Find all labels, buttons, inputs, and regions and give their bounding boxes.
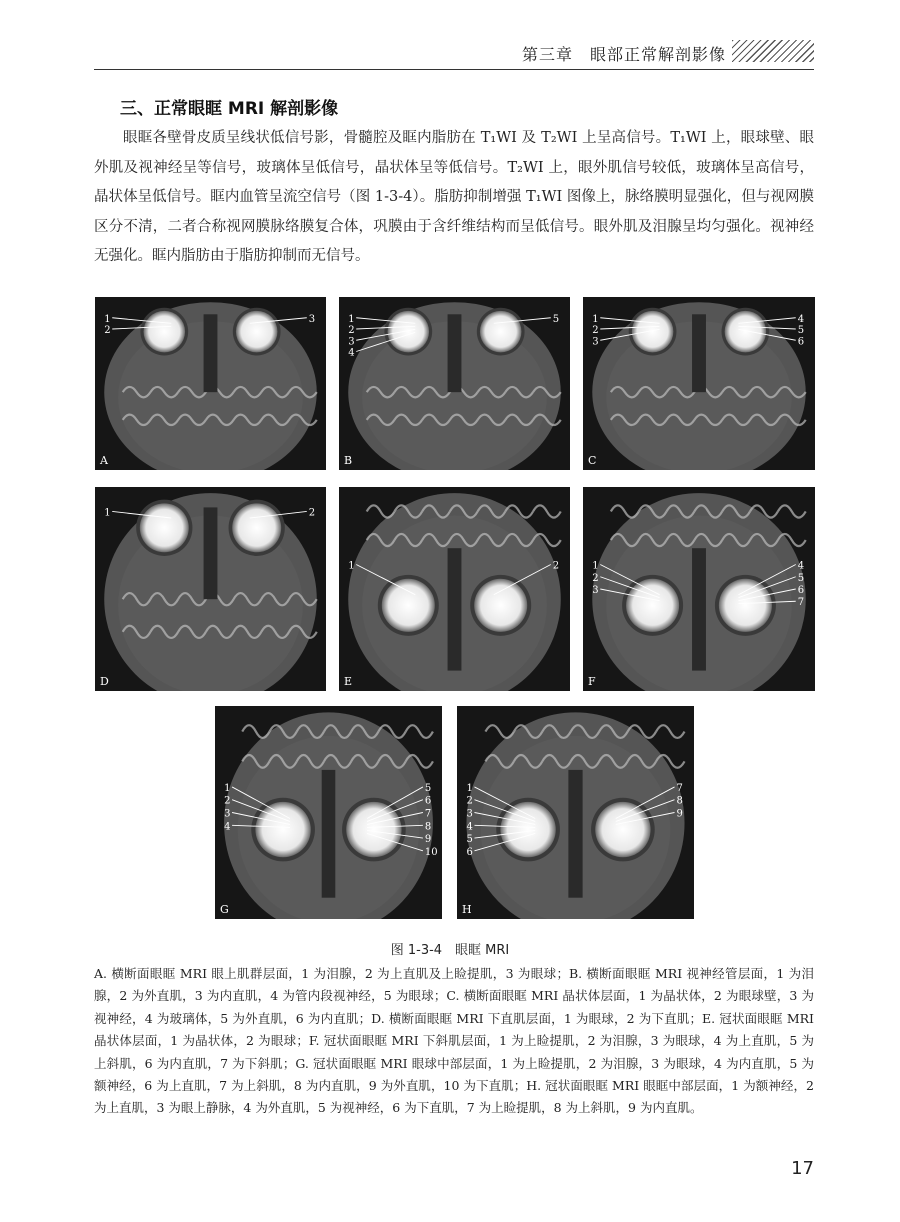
label-number: 9 xyxy=(424,834,432,846)
label-number: 3 xyxy=(348,336,355,348)
label-number: 2 xyxy=(592,572,599,584)
section-heading: 三、正常眼眶 MRI 解剖影像 xyxy=(120,99,339,119)
label-number: 2 xyxy=(552,560,560,572)
mri-image xyxy=(95,297,326,470)
label-number: 5 xyxy=(797,325,805,337)
label-number: 5 xyxy=(466,834,473,846)
label-number: 2 xyxy=(104,325,111,337)
label-number: 4 xyxy=(797,560,805,572)
panel-letter: B xyxy=(344,454,353,467)
body-text xyxy=(94,124,814,272)
label-number: 5 xyxy=(424,782,432,794)
label-number: 1 xyxy=(104,507,111,519)
mri-image xyxy=(339,297,570,470)
label-number: 3 xyxy=(592,336,599,348)
label-number: 5 xyxy=(797,572,805,584)
mri-panel xyxy=(95,297,326,470)
chapter-title: 第三章 眼部正常解剖影像 xyxy=(521,45,726,64)
panel-letter: C xyxy=(588,454,597,467)
label-number: 4 xyxy=(797,313,805,325)
header-rule xyxy=(94,69,814,70)
mri-image xyxy=(339,487,570,691)
panel-letter: G xyxy=(220,903,229,916)
label-number: 2 xyxy=(466,795,473,807)
label-number: 8 xyxy=(676,795,683,807)
mri-image xyxy=(583,487,815,691)
label-number: 1 xyxy=(104,313,111,325)
mri-image xyxy=(215,706,442,919)
label-number: 1 xyxy=(348,313,355,325)
label-number: 6 xyxy=(466,846,473,858)
mri-image xyxy=(95,487,326,691)
label-number: 6 xyxy=(424,795,432,807)
figure-caption-title: 图 1-3-4 眼眶 MRI xyxy=(390,943,510,958)
header-hatch-decoration xyxy=(732,40,814,62)
label-number: 3 xyxy=(466,808,473,820)
label-number: 7 xyxy=(424,808,432,820)
mri-panel xyxy=(339,297,570,470)
label-number: 4 xyxy=(466,821,473,833)
label-number: 6 xyxy=(797,336,805,348)
label-number: 4 xyxy=(348,347,355,359)
page-number: 17 xyxy=(791,1158,814,1179)
label-number: 5 xyxy=(552,313,560,325)
mri-panel xyxy=(215,706,442,919)
panel-letter: A xyxy=(100,454,108,467)
mri-panel xyxy=(583,297,815,470)
mri-image xyxy=(583,297,815,470)
mri-panel xyxy=(339,487,570,691)
running-header xyxy=(94,36,814,70)
label-number: 9 xyxy=(676,808,683,820)
label-number: 1 xyxy=(348,560,355,572)
label-number: 10 xyxy=(424,846,438,858)
label-number: 1 xyxy=(592,560,599,572)
label-number: 3 xyxy=(224,808,231,820)
panel-letter: H xyxy=(462,903,472,916)
label-number: 1 xyxy=(592,313,599,325)
label-number: 6 xyxy=(797,585,805,596)
label-number: 3 xyxy=(308,313,316,325)
label-number: 8 xyxy=(424,821,432,833)
mri-panel xyxy=(583,487,815,691)
panel-letter: F xyxy=(588,675,596,688)
label-number: 1 xyxy=(224,782,231,794)
mri-panel xyxy=(95,487,326,691)
label-number: 2 xyxy=(308,507,316,519)
mri-panel xyxy=(457,706,694,919)
panel-letter: D xyxy=(100,675,109,688)
label-number: 2 xyxy=(348,325,355,337)
label-number: 2 xyxy=(592,325,599,337)
label-number: 7 xyxy=(797,597,805,609)
label-number: 7 xyxy=(676,782,683,794)
mri-image xyxy=(457,706,694,919)
label-number: 2 xyxy=(224,795,231,807)
panel-letter: E xyxy=(344,675,353,688)
figure-caption-text: A. 横断面眼眶 MRI 眼上肌群层面，1 为泪腺，2 为上直肌及上睑提肌，3 为眼球；B. 横断面眼眶 MRI 视神经管层面，1 为泪腺，2 为外直肌，3 为内直肌，4 为管内段视神经，5 为眼球；C. 横断面眼眶 MRI 晶状体层面，1 为晶状体，2 为眼球壁，3 为视神经，4 为玻璃体，5 为外直肌，6 为内直肌；D. 横断面眼眶 MRI 下直肌层面，1 为眼球，2 为下直肌；E. 冠状面眼眶 MRI 晶状体层面，1 为晶状体，2 为眼球；F. 冠状面眼眶 MRI 下斜肌层面，1 为上睑提肌，2 为泪腺，3 为眼球，4 为上直肌，5 为上斜肌，6 为内直肌，7 为下斜肌；G. 冠状面眼眶 MRI 眼球中部层面，1 为上睑提肌，2 为泪腺，3 为眼球，4 为内直肌，5 为额神经，6 为上直肌，7 为上斜肌，8 为内直肌，9 为外直肌，10 为下直肌；H. 冠状面眼眶 MRI 眼眶中部层面，1 为额神经，2 为上直肌，3 为眼上静脉，4 为外直肌，5 为视神经，6 为下直肌，7 为上睑提肌，8 为上斜肌，9 为内直肌。 xyxy=(94,966,814,1116)
body-paragraph: 眼眶各壁骨皮质呈线状低信号影，骨髓腔及眶内脂肪在 T₁WI 及 T₂WI 上呈高信号。T₁WI 上，眼球壁、眼外肌及视神经呈等信号，玻璃体呈低信号，晶状体呈等低信号。T₂WI 上，眼外肌信号较低，玻璃体呈高信号，晶状体呈低信号。眶内血管呈流空信号（图 1-3-4）。脂肪抑制增强 T₁WI 图像上，脉络膜明显强化，但与视网膜区分不清，二者合称视网膜脉络膜复合体，巩膜由于含纤维结构而呈低信号。眼外肌及泪腺呈均匀强化。视神经无强化。眶内脂肪由于脂肪抑制而无信号。 xyxy=(94,130,814,265)
label-number: 4 xyxy=(224,821,231,833)
label-number: 1 xyxy=(466,782,473,794)
label-number: 3 xyxy=(592,585,599,596)
